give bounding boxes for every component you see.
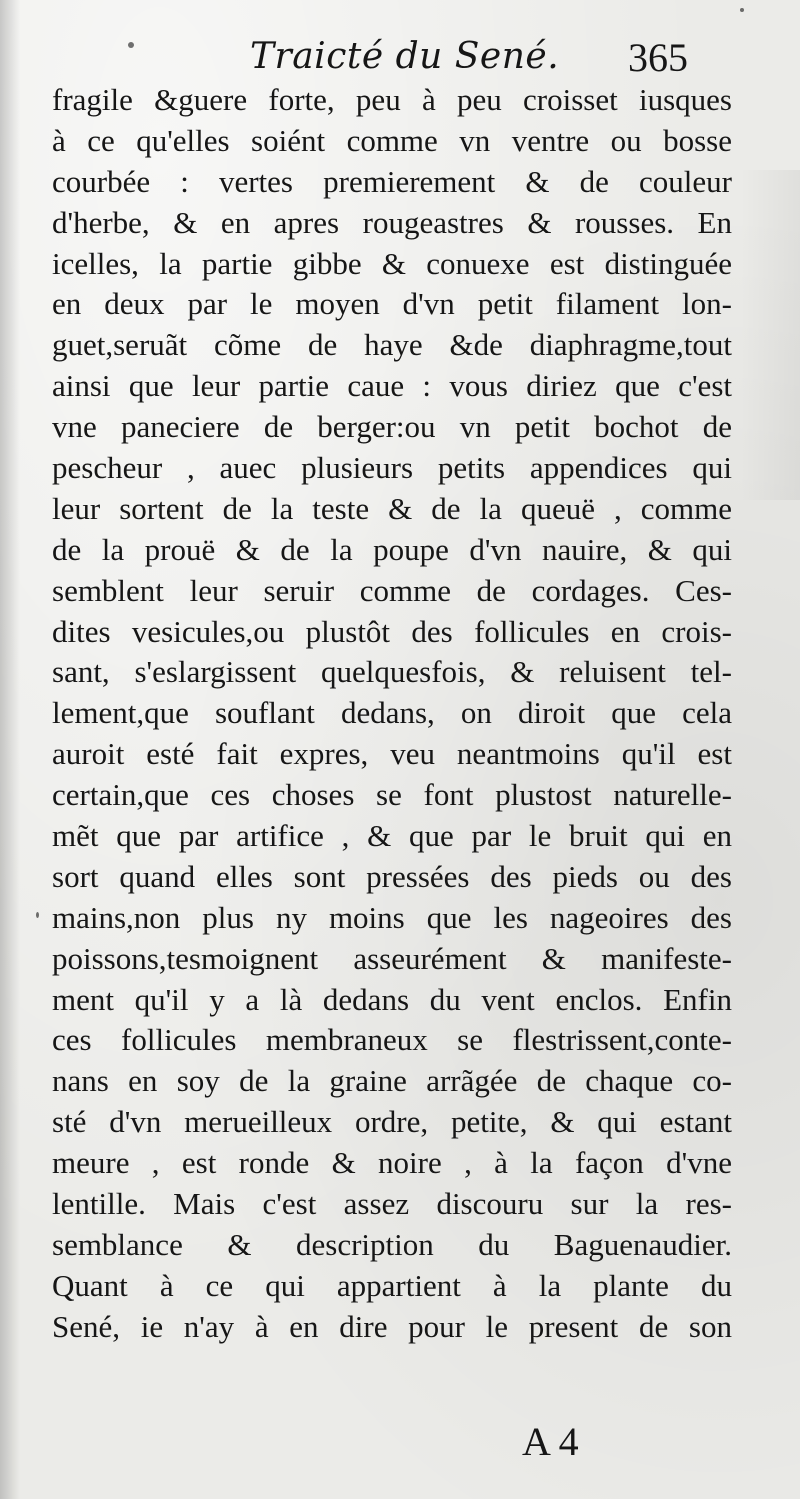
text-line: lentille. Mais c'est assez discouru sur la res- — [52, 1186, 732, 1222]
text-line: vne paneciere de berger:ou vn petit bochot de — [52, 409, 732, 445]
text-line: icelles, la partie gibbe & conuexe est distinguée — [52, 245, 732, 281]
text-line: poissons,tesmoignent asseurément & manifeste- — [52, 940, 732, 976]
page-header — [0, 26, 800, 86]
text-line: à ce qu'elles soiént comme vn ventre ou bosse — [52, 122, 732, 158]
text-line: certain,que ces choses se font plustost naturelle- — [52, 777, 732, 813]
text-line: leur sortent de la teste & de la queuë , comme — [52, 490, 732, 526]
text-line: meure , est ronde & noire , à la façon d'vne — [52, 1145, 732, 1181]
text-line: courbée : vertes premierement & de couleur — [52, 163, 732, 199]
body-text — [52, 80, 732, 1348]
text-line: auroit esté fait expres, veu neantmoins qu'il est — [52, 736, 732, 772]
text-line: ainsi que leur partie caue : vous diriez que c'est — [52, 368, 732, 404]
ink-speck — [740, 8, 744, 12]
text-line: Quant à ce qui appartient à la plante du — [52, 1267, 732, 1303]
text-line: ment qu'il y a là dedans du vent enclos. Enfin — [52, 981, 732, 1017]
text-line: nans en soy de la graine arrãgée de chaque co- — [52, 1063, 732, 1099]
text-line: ces follicules membraneux se flestrissent,conte- — [52, 1022, 732, 1058]
text-line: lement,que souflant dedans, on diroit que cela — [52, 695, 732, 731]
text-line: semblance & description du Baguenaudier. — [52, 1226, 732, 1262]
text-line: en deux par le moyen d'vn petit filament lon- — [52, 286, 732, 322]
text-line: de la prouë & de la poupe d'vn nauire, & qui — [52, 531, 732, 567]
text-line: mẽt que par artifice , & que par le bruit qui en — [52, 818, 732, 854]
text-line: dites vesicules,ou plustôt des follicules en crois- — [52, 613, 732, 649]
text-line: fragile &guere forte, peu à peu croisset iusques — [52, 82, 732, 117]
text-line: sort quand elles sont pressées des pieds ou des — [52, 858, 732, 894]
show-through-shadow — [740, 170, 800, 500]
text-line: d'herbe, & en apres rougeastres & rousses. En — [52, 204, 732, 240]
text-line: Sené, ie n'ay à en dire pour le present de son — [52, 1308, 732, 1344]
text-line: sant, s'eslargissent quelquesfois, & reluisent tel- — [52, 654, 732, 690]
text-line: pescheur , auec plusieurs petits appendices qui — [52, 450, 732, 486]
signature-mark: A 4 — [522, 1419, 579, 1464]
text-line: mains,non plus ny moins que les nageoires des — [52, 899, 732, 935]
page-number: 365 — [628, 35, 688, 80]
text-line: guet,seruãt cõme de haye &de diaphragme,tout — [52, 327, 732, 363]
text-line: semblent leur seruir comme de cordages. Ces- — [52, 572, 732, 608]
page-gutter-shadow — [0, 0, 20, 1499]
ink-speck — [36, 912, 39, 918]
running-title: Traicté du Sené. — [250, 36, 560, 77]
ink-speck — [128, 42, 134, 48]
text-line: sté d'vn merueilleux ordre, petite, & qui estant — [52, 1104, 732, 1140]
